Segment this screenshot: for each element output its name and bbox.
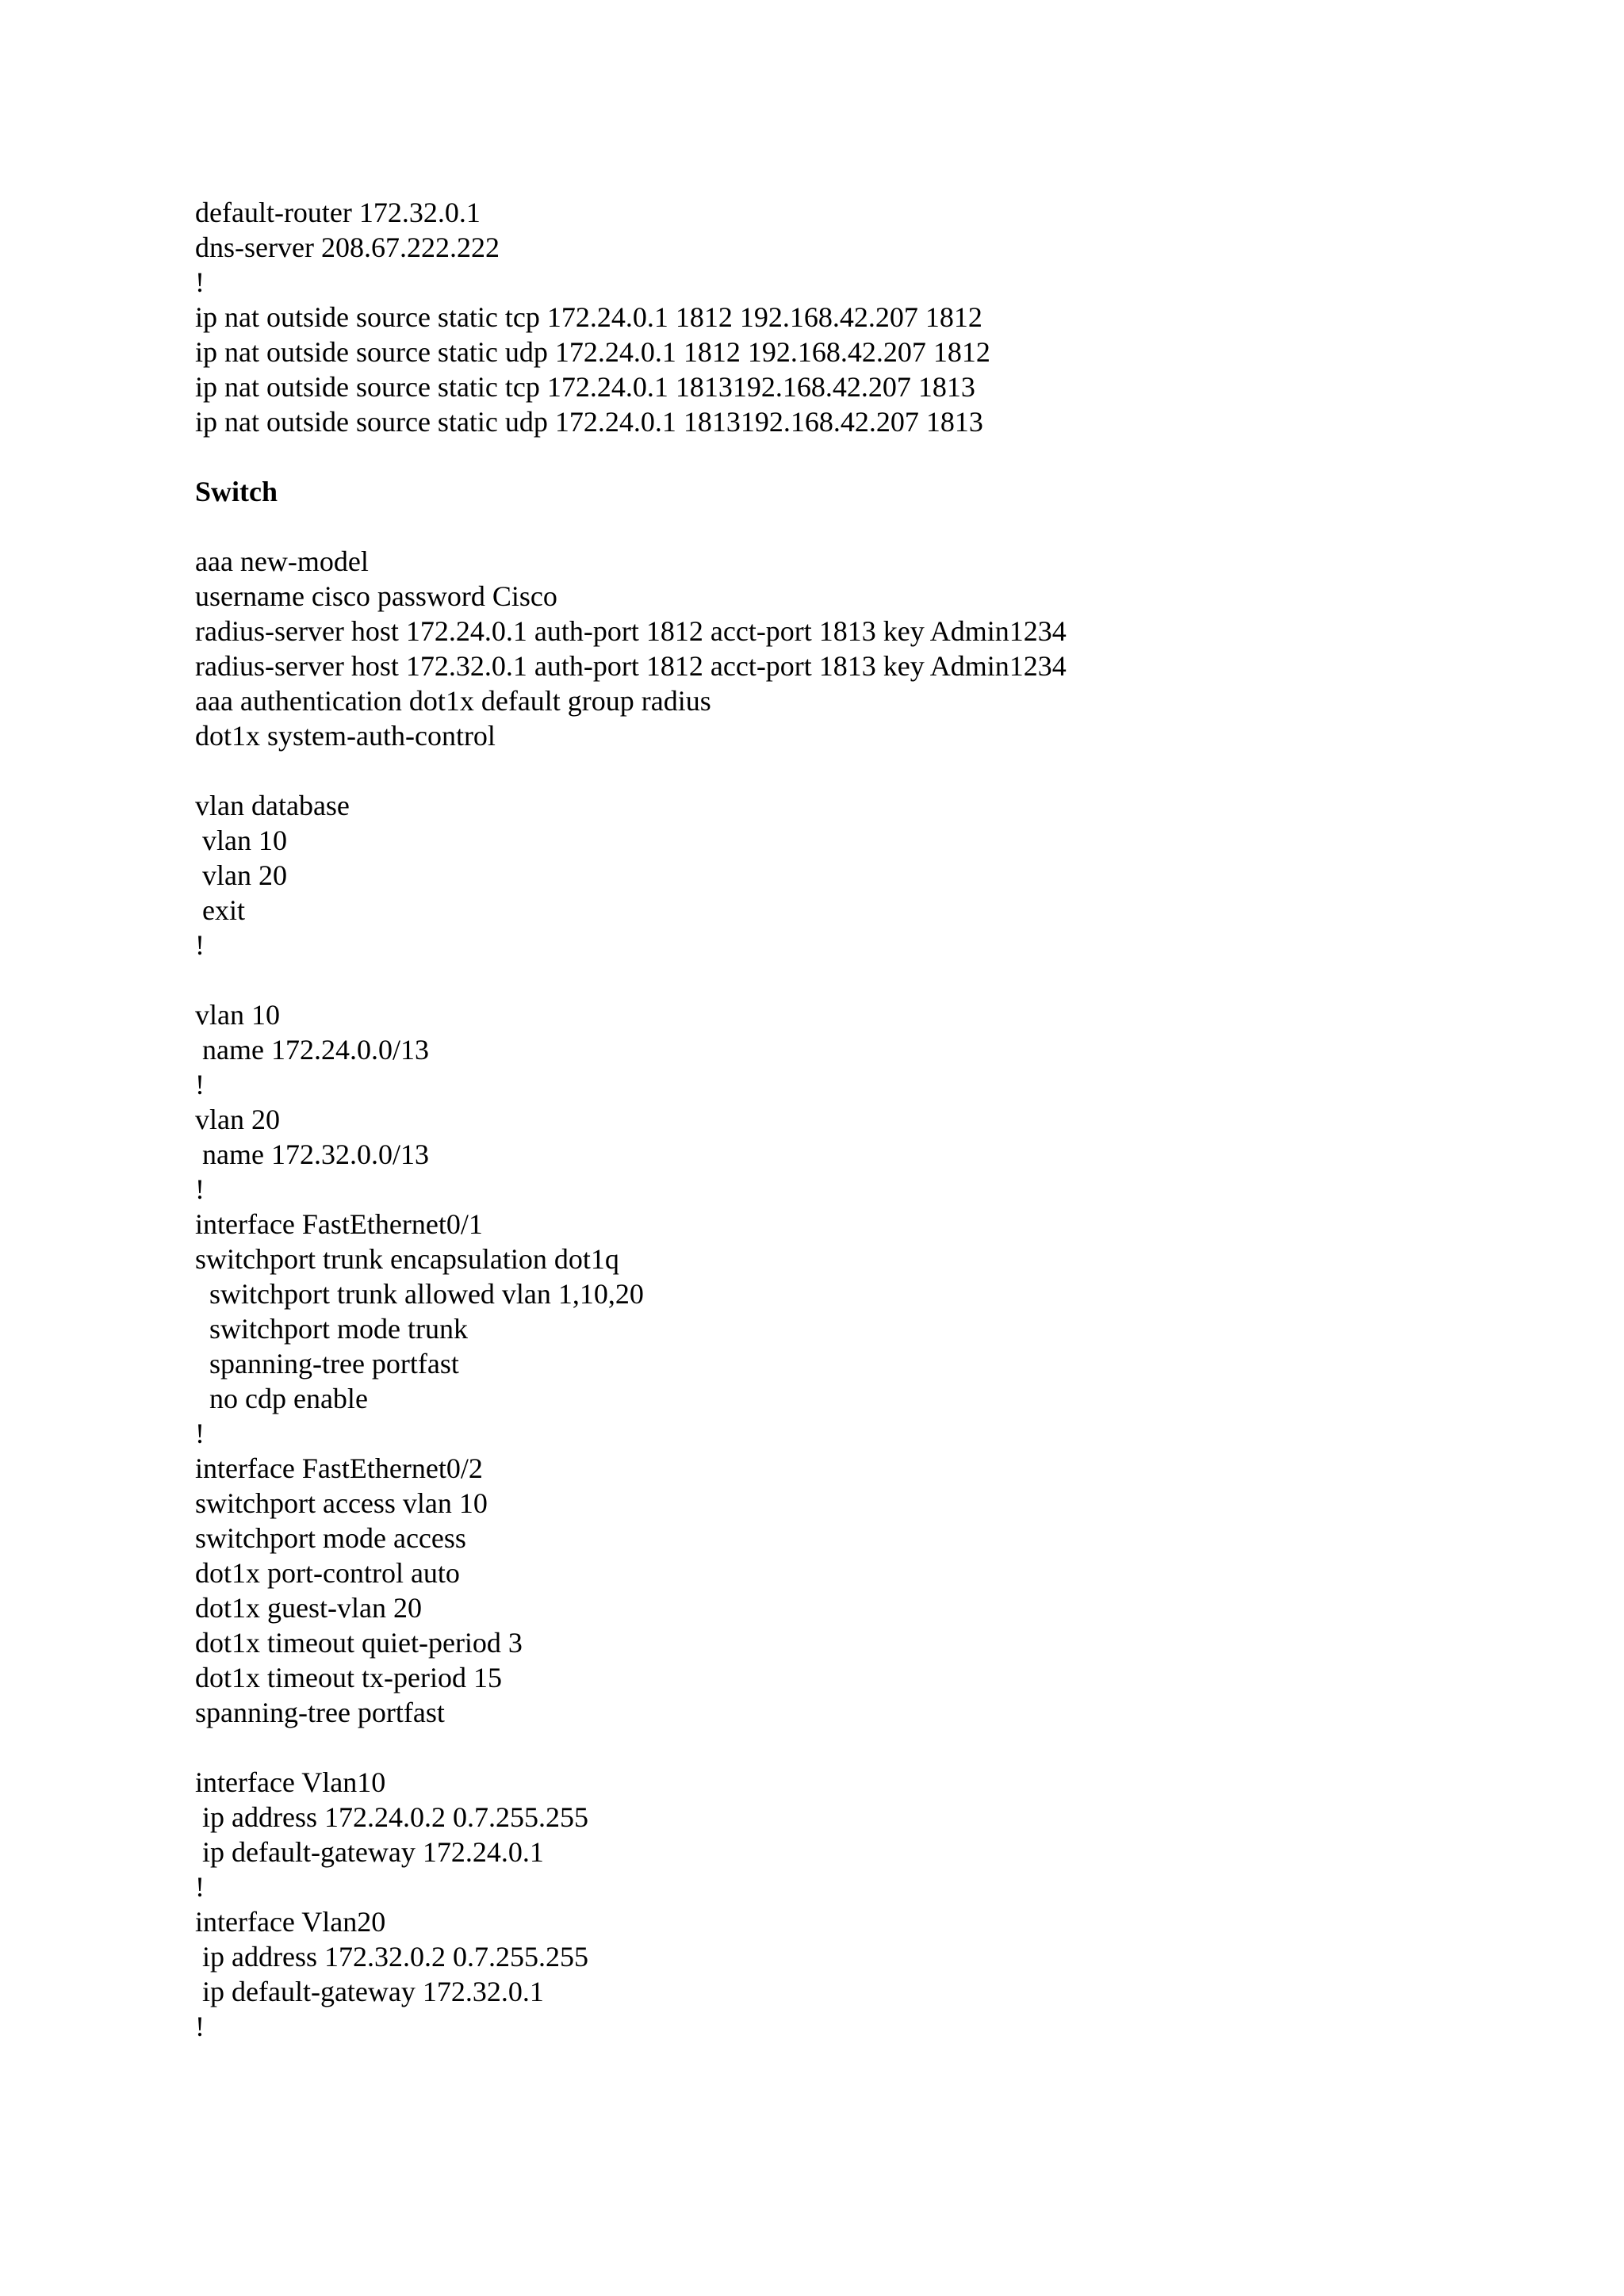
config-line: ip address 172.32.0.2 0.7.255.255 — [195, 1941, 588, 1973]
config-line: dot1x timeout tx-period 15 — [195, 1662, 502, 1693]
config-line: ip nat outside source static tcp 172.24.0.1 1812 192.168.42.207 1812 — [195, 301, 982, 333]
config-line: radius-server host 172.32.0.1 auth-port 1812 acct-port 1813 key Admin1234 — [195, 650, 1067, 682]
config-line: switchport access vlan 10 — [195, 1487, 488, 1519]
document-body — [195, 195, 1432, 2044]
config-line: name 172.32.0.0/13 — [195, 1138, 429, 1170]
config-line: dot1x system-auth-control — [195, 720, 496, 752]
config-line: spanning-tree portfast — [195, 1697, 445, 1728]
config-line: vlan 10 — [195, 825, 287, 856]
config-line: ip nat outside source static tcp 172.24.0.1 1813192.168.42.207 1813 — [195, 371, 975, 403]
config-line: ! — [195, 1173, 205, 1205]
config-line: ! — [195, 1418, 205, 1449]
router-config-tail — [195, 195, 1432, 439]
config-line: dot1x port-control auto — [195, 1557, 460, 1589]
aaa-config-block — [195, 544, 1432, 753]
vlan-database-block — [195, 788, 1432, 962]
config-line: username cisco password Cisco — [195, 580, 557, 612]
spacer — [195, 439, 1432, 474]
config-line: default-router 172.32.0.1 — [195, 197, 481, 228]
config-line: radius-server host 172.24.0.1 auth-port 1812 acct-port 1813 key Admin1234 — [195, 615, 1067, 647]
section-heading-switch: Switch — [195, 476, 278, 507]
config-line: ! — [195, 929, 205, 961]
config-line: interface FastEthernet0/1 — [195, 1208, 483, 1240]
spacer — [195, 962, 1432, 997]
config-line: ! — [195, 2011, 205, 2042]
config-line: dot1x guest-vlan 20 — [195, 1592, 422, 1624]
config-line: no cdp enable — [195, 1383, 368, 1414]
config-line: interface Vlan10 — [195, 1766, 386, 1798]
config-line: name 172.24.0.0/13 — [195, 1034, 429, 1066]
config-line: aaa new-model — [195, 545, 369, 577]
config-line: vlan 20 — [195, 859, 287, 891]
config-line: ip nat outside source static udp 172.24.0.1 1813192.168.42.207 1813 — [195, 406, 983, 438]
spacer — [195, 509, 1432, 544]
config-line: exit — [195, 894, 245, 926]
config-line: switchport trunk encapsulation dot1q — [195, 1243, 619, 1275]
config-line: vlan 20 — [195, 1104, 280, 1135]
config-line: ip default-gateway 172.32.0.1 — [195, 1976, 544, 2007]
config-line: interface Vlan20 — [195, 1906, 386, 1938]
interface-config-block — [195, 997, 1432, 1730]
config-line: vlan database — [195, 790, 350, 821]
config-line: switchport mode access — [195, 1522, 466, 1554]
config-line: ip nat outside source static udp 172.24.0.1 1812 192.168.42.207 1812 — [195, 336, 990, 368]
vlan-interface-block — [195, 1765, 1432, 2044]
config-line: ! — [195, 266, 205, 298]
config-line: switchport mode trunk — [195, 1313, 468, 1345]
config-line: dot1x timeout quiet-period 3 — [195, 1627, 523, 1659]
config-line: vlan 10 — [195, 999, 280, 1031]
config-line: ! — [195, 1069, 205, 1100]
spacer — [195, 753, 1432, 788]
config-line: switchport trunk allowed vlan 1,10,20 — [195, 1278, 644, 1310]
config-line: aaa authentication dot1x default group radius — [195, 685, 711, 717]
spacer — [195, 1730, 1432, 1765]
config-line: ! — [195, 1871, 205, 1903]
config-line: interface FastEthernet0/2 — [195, 1452, 483, 1484]
config-line: ip default-gateway 172.24.0.1 — [195, 1836, 544, 1868]
config-line: ip address 172.24.0.2 0.7.255.255 — [195, 1801, 588, 1833]
config-line: dns-server 208.67.222.222 — [195, 232, 500, 263]
config-line: spanning-tree portfast — [195, 1348, 459, 1380]
